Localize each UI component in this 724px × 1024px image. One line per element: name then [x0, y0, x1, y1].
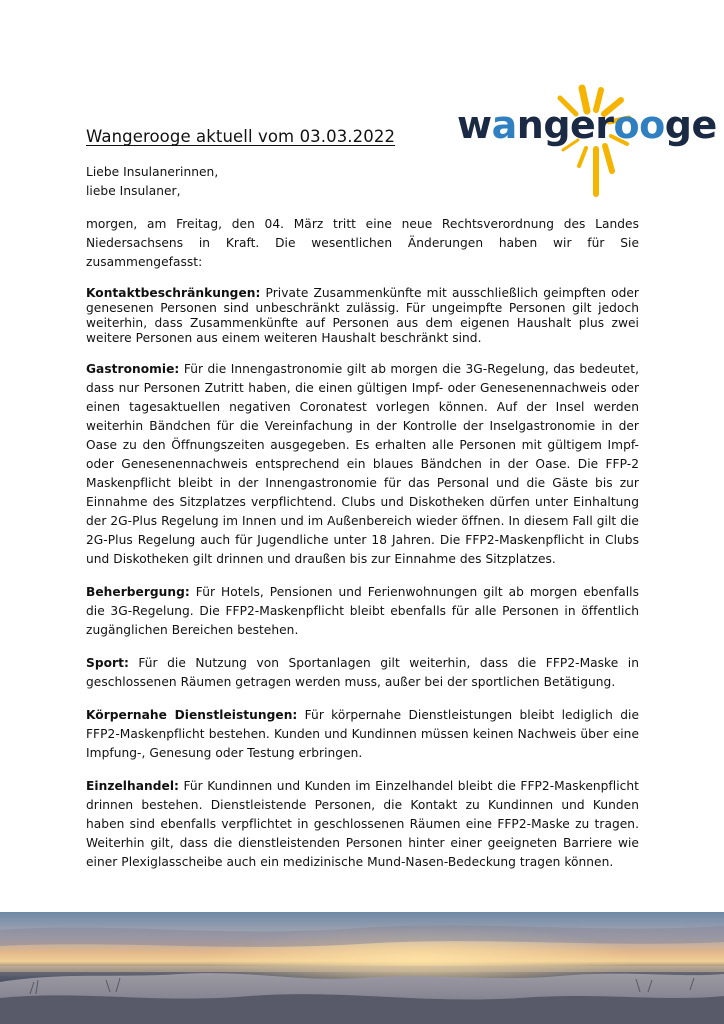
- beach-sunset-photo: [0, 912, 724, 1024]
- greeting-line-2: liebe Insulaner,: [86, 184, 181, 198]
- section-text: Für Kundinnen und Kunden im Einzelhandel bleibt die FFP2-Maskenpflicht drinnen bestehen. Dienstleistende Personen, die Kontakt zu Kundinnen und Kunden haben sind ebenfalls verpflichtet in geschlossenen Räumen eine FFP2-Maske zu tragen. Weiterhin gilt, dass die dienstleistenden Personen hinter einer geeigneten Barriere wie einer Plexiglasscheibe auch ein medizinische Mund-Nasen-Bedeckung tragen können.: [86, 779, 639, 869]
- greeting: [86, 163, 639, 201]
- intro-paragraph: morgen, am Freitag, den 04. März tritt eine neue Rechtsverordnung des Landes Niedersachsens in Kraft. Die wesentlichen Änderungen haben wir für Sie zusammengefasst:: [86, 217, 639, 269]
- section-text: Für körpernahe Dienstleistungen bleibt lediglich die FFP2-Maskenpflicht bestehen. Kunden und Kundinnen müssen keinen Nachweis über eine Impfung-, Genesung oder Testung erbringen.: [86, 708, 640, 760]
- section-label: Körpernahe Dienstleistungen:: [86, 708, 298, 722]
- document-body: [86, 163, 639, 872]
- section-label: Sport:: [86, 656, 129, 670]
- section-gastronomie: [86, 360, 639, 569]
- section-label: Gastronomie:: [86, 362, 180, 376]
- section-text: Für die Innengastronomie gilt ab morgen die 3G-Regelung, das bedeutet, dass nur Personen Zutritt haben, die einen gültigen Impf- oder Genesenennachweis oder einen tagesaktuellen negativen Coronatest vorlegen können. Auf der Insel werden weiterhin Bändchen für die Vereinfachung in der Kontrolle der Inselgastronomie in der Oase zu den Öffnungszeiten ausgegeben. Es erhalten alle Personen mit gültigem Impf- oder Genesenennachweis entsprechend ein blaues Bändchen in der Oase. Die FFP-2 Maskenpflicht bleibt in der Innengastronomie für das Personal und die Gäste bis zur Einnahme des Sitzplatzes verpflichtend. Clubs und Diskotheken dürfen unter Einhaltung der 2G-Plus Regelung im Innen und im Außenbereich wieder öffnen. In diesem Fall gilt die 2G-Plus Regelung auch für Jugendliche unter 18 Jahren. Die FFP2-Maskenpflicht in Clubs und Diskotheken gilt drinnen und draußen bis zur Einnahme des Sitzplatzes.: [86, 362, 639, 566]
- section-einzelhandel: [86, 777, 639, 872]
- greeting-line-1: Liebe Insulanerinnen,: [86, 165, 219, 179]
- logo-wordmark: wangerooge: [457, 103, 717, 147]
- section-sport: [86, 654, 639, 692]
- section-text: Private Zusammenkünfte mit ausschließlich geimpften oder genesenen Personen sind unbeschränkt zulässig. Für ungeimpfte Personen gilt jedoch weiterhin, dass Zusammenkünfte auf Personen aus dem eigenen Haushalt plus zwei weitere Personen aus einem weiteren Haushalt beschränkt sind.: [86, 286, 639, 345]
- section-kontaktbeschraenkungen: [86, 286, 639, 346]
- section-koerpernahe-dienstleistungen: [86, 706, 639, 763]
- section-label: Einzelhandel:: [86, 779, 179, 793]
- section-label: Kontaktbeschränkungen:: [86, 286, 261, 300]
- section-beherbergung: [86, 583, 639, 640]
- section-text: Für Hotels, Pensionen und Ferienwohnungen gilt ab morgen ebenfalls die 3G-Regelung. Die FFP2-Maskenpflicht bleibt ebenfalls für alle Personen in öffentlich zugänglichen Bereichen bestehen.: [86, 585, 639, 637]
- section-label: Beherbergung:: [86, 585, 190, 599]
- document-title: Wangerooge aktuell vom 03.03.2022: [86, 127, 396, 146]
- section-text: Für die Nutzung von Sportanlagen gilt weiterhin, dass die FFP2-Maske in geschlossenen Räumen getragen werden muss, außer bei der sportlichen Betätigung.: [86, 656, 639, 689]
